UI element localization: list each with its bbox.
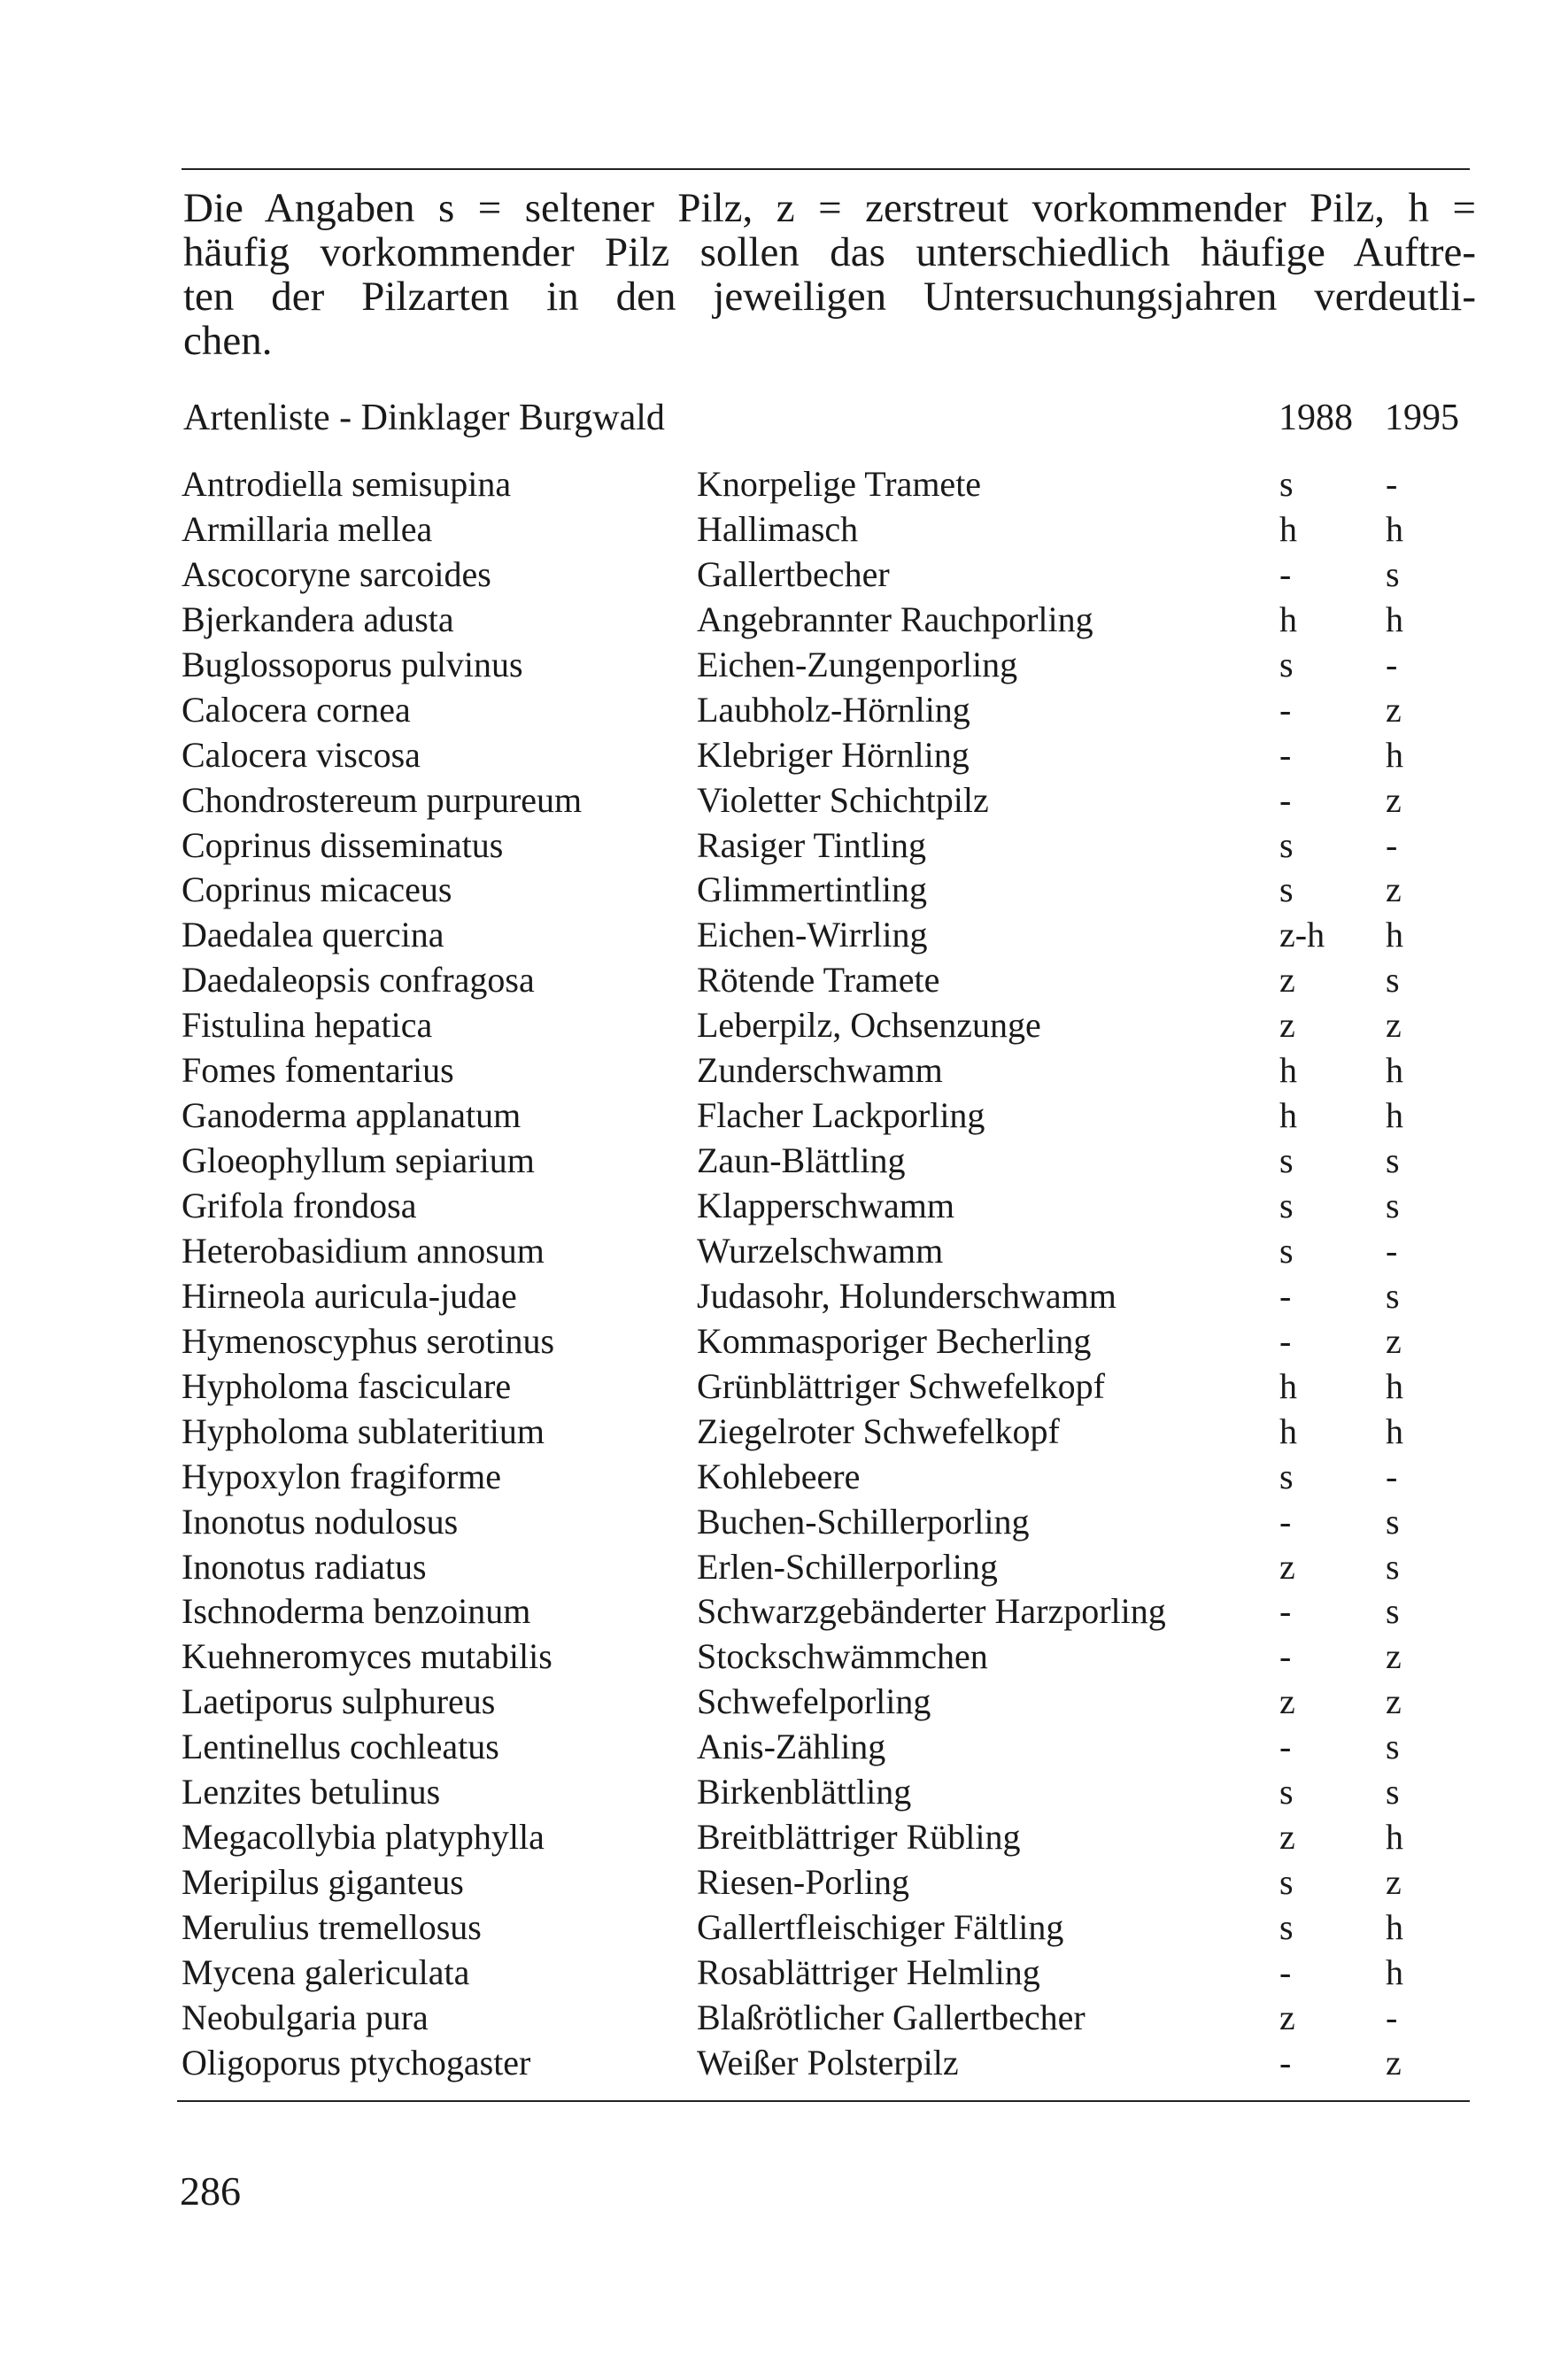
occurrence-1995: s — [1386, 1186, 1400, 1225]
occurrence-1995: z — [1386, 1681, 1402, 1722]
table-row — [182, 688, 1474, 733]
page-number: 286 — [180, 2168, 241, 2214]
german-name: Judasohr, Holunderschwamm — [697, 1275, 1116, 1316]
latin-name: Inonotus radiatus — [182, 1546, 427, 1587]
german-name: Klapperschwamm — [697, 1186, 955, 1225]
occurrence-1988: s — [1279, 1186, 1294, 1225]
occurrence-1988: h — [1279, 1050, 1297, 1091]
table-row — [182, 733, 1474, 778]
occurrence-1995: z — [1386, 1862, 1402, 1903]
german-name: Angebrannter Rauchporling — [697, 599, 1093, 639]
latin-name: Armillaria mellea — [182, 508, 433, 549]
german-name: Wurzelschwamm — [697, 1230, 944, 1271]
occurrence-1995: h — [1386, 1365, 1403, 1406]
german-name: Ziegelroter Schwefelkopf — [697, 1410, 1060, 1451]
table-row — [182, 1003, 1474, 1048]
latin-name: Merulius tremellosus — [182, 1907, 482, 1947]
table-row — [182, 1634, 1474, 1680]
intro-paragraph — [183, 186, 1476, 363]
table-row — [182, 1589, 1474, 1634]
occurrence-1988: - — [1279, 1636, 1292, 1677]
latin-name: Ascocoryne sarcoides — [182, 553, 491, 594]
occurrence-1995: s — [1386, 960, 1400, 1001]
occurrence-1995: s — [1386, 1275, 1400, 1316]
occurrence-1988: s — [1279, 1230, 1294, 1271]
table-row — [182, 1815, 1474, 1860]
occurrence-1988: s — [1279, 464, 1294, 504]
occurrence-1995: - — [1386, 644, 1398, 684]
intro-line: ten der Pilzarten in den jeweiligen Untersuchungsjahren verdeutli- — [183, 274, 1476, 320]
latin-name: Inonotus nodulosus — [182, 1501, 459, 1542]
occurrence-1988: s — [1279, 824, 1294, 865]
occurrence-1988: - — [1279, 1727, 1292, 1767]
occurrence-1995: h — [1386, 734, 1403, 775]
top-rule — [182, 168, 1470, 170]
german-name: Riesen-Porling — [697, 1862, 909, 1903]
table-row — [182, 1364, 1474, 1410]
table-row — [182, 1319, 1474, 1364]
occurrence-1995: h — [1386, 1410, 1403, 1451]
occurrence-1988: - — [1279, 689, 1292, 730]
latin-name: Gloeophyllum sepiarium — [182, 1140, 535, 1181]
occurrence-1995: z — [1386, 779, 1402, 820]
occurrence-1995: z — [1386, 1320, 1402, 1361]
intro-line: häufig vorkommender Pilz sollen das unterschiedlich häufige Auftre- — [183, 229, 1476, 275]
occurrence-1995: - — [1386, 1997, 1398, 2037]
latin-name: Calocera cornea — [182, 689, 411, 730]
occurrence-1988: z — [1279, 960, 1295, 1001]
table-row — [182, 1093, 1474, 1139]
occurrence-1988: - — [1279, 1591, 1292, 1632]
occurrence-1995: h — [1386, 1907, 1403, 1947]
german-name: Schwarzgebänderter Harzporling — [697, 1591, 1166, 1632]
german-name: Grünblättriger Schwefelkopf — [697, 1365, 1105, 1406]
german-name: Erlen-Schillerporling — [697, 1546, 998, 1587]
latin-name: Hypholoma fasciculare — [182, 1365, 512, 1406]
occurrence-1995: s — [1386, 1591, 1400, 1632]
latin-name: Mycena galericulata — [182, 1951, 470, 1992]
occurrence-1995: - — [1386, 824, 1398, 865]
german-name: Gallertfleischiger Fältling — [697, 1907, 1064, 1947]
occurrence-1988: - — [1279, 1501, 1292, 1542]
table-row — [182, 1500, 1474, 1545]
german-name: Flacher Lackporling — [697, 1095, 985, 1136]
german-name: Schwefelporling — [697, 1681, 931, 1722]
occurrence-1988: - — [1279, 734, 1292, 775]
latin-name: Hirneola auricula-judae — [182, 1275, 517, 1316]
german-name: Anis-Zähling — [697, 1727, 886, 1767]
table-row — [182, 507, 1474, 552]
occurrence-1995: z — [1386, 2042, 1402, 2082]
table-row — [182, 1725, 1474, 1770]
latin-name: Megacollybia platyphylla — [182, 1817, 545, 1858]
table-row — [182, 643, 1474, 688]
table-row — [182, 913, 1474, 958]
latin-name: Heterobasidium annosum — [182, 1230, 545, 1271]
occurrence-1995: h — [1386, 508, 1403, 549]
latin-name: Laetiporus sulphureus — [182, 1681, 496, 1722]
occurrence-1988: z — [1279, 1546, 1295, 1587]
table-header — [183, 393, 1472, 443]
table-row — [182, 823, 1474, 869]
occurrence-1995: z — [1386, 1005, 1402, 1046]
german-name: Rötende Tramete — [697, 960, 940, 1001]
occurrence-1988: z — [1279, 1681, 1295, 1722]
german-name: Blaßrötlicher Gallertbecher — [697, 1997, 1086, 2037]
occurrence-1995: s — [1386, 1501, 1400, 1542]
occurrence-1995: s — [1386, 1140, 1400, 1181]
german-name: Glimmertintling — [697, 869, 927, 910]
occurrence-1988: z — [1279, 1005, 1295, 1046]
occurrence-1995: - — [1386, 464, 1398, 504]
table-row — [182, 1545, 1474, 1590]
german-name: Leberpilz, Ochsenzunge — [697, 1005, 1041, 1046]
occurrence-1995: z — [1386, 1636, 1402, 1677]
german-name: Zunderschwamm — [697, 1050, 943, 1091]
german-name: Zaun-Blättling — [697, 1140, 906, 1181]
latin-name: Bjerkandera adusta — [182, 599, 454, 639]
german-name: Birkenblättling — [697, 1772, 912, 1812]
column-header-1988: 1988 — [1279, 398, 1353, 438]
occurrence-1988: - — [1279, 553, 1292, 594]
latin-name: Meripilus giganteus — [182, 1862, 464, 1903]
german-name: Hallimasch — [697, 508, 859, 549]
occurrence-1995: z — [1386, 689, 1402, 730]
occurrence-1988: s — [1279, 869, 1294, 910]
occurrence-1988: s — [1279, 1862, 1294, 1903]
table-row — [182, 1229, 1474, 1274]
latin-name: Coprinus micaceus — [182, 869, 452, 910]
german-name: Weißer Polsterpilz — [697, 2042, 959, 2082]
table-row — [182, 958, 1474, 1003]
intro-line: Die Angaben s = seltener Pilz, z = zerstreut vorkommender Pilz, h = — [183, 185, 1476, 231]
german-name: Breitblättriger Rübling — [697, 1817, 1021, 1858]
german-name: Eichen-Zungenporling — [697, 644, 1018, 684]
latin-name: Lentinellus cochleatus — [182, 1727, 499, 1767]
occurrence-1988: - — [1279, 1275, 1292, 1316]
occurrence-1995: h — [1386, 599, 1403, 639]
occurrence-1988: - — [1279, 2042, 1292, 2082]
occurrence-1995: - — [1386, 1230, 1398, 1271]
german-name: Rosablättriger Helmling — [697, 1951, 1040, 1992]
latin-name: Hypoxylon fragiforme — [182, 1456, 502, 1496]
german-name: Stockschwämmchen — [697, 1636, 988, 1677]
occurrence-1988: s — [1279, 1140, 1294, 1181]
table-row — [182, 462, 1474, 507]
table-row — [182, 1951, 1474, 1996]
german-name: Knorpelige Tramete — [697, 464, 982, 504]
occurrence-1988: - — [1279, 1951, 1292, 1992]
column-header-1995: 1995 — [1385, 398, 1459, 438]
table-row — [182, 778, 1474, 823]
latin-name: Grifola frondosa — [182, 1186, 417, 1225]
table-row — [182, 598, 1474, 643]
species-table — [182, 462, 1474, 2086]
latin-name: Hymenoscyphus serotinus — [182, 1320, 555, 1361]
occurrence-1988: - — [1279, 1320, 1292, 1361]
latin-name: Neobulgaria pura — [182, 1997, 429, 2037]
table-title: Artenliste - Dinklager Burgwald — [183, 398, 665, 438]
german-name: Violetter Schichtpilz — [697, 779, 989, 820]
occurrence-1988: - — [1279, 779, 1292, 820]
occurrence-1988: h — [1279, 599, 1297, 639]
german-name: Eichen-Wirrling — [697, 915, 928, 955]
occurrence-1988: s — [1279, 1907, 1294, 1947]
occurrence-1988: s — [1279, 1772, 1294, 1812]
latin-name: Fomes fomentarius — [182, 1050, 454, 1091]
occurrence-1995: h — [1386, 1050, 1403, 1091]
latin-name: Coprinus disseminatus — [182, 824, 504, 865]
table-row — [182, 1680, 1474, 1725]
german-name: Buchen-Schillerporling — [697, 1501, 1030, 1542]
latin-name: Lenzites betulinus — [182, 1772, 441, 1812]
occurrence-1988: z — [1279, 1817, 1295, 1858]
table-row — [182, 1905, 1474, 1951]
table-row — [182, 1274, 1474, 1319]
german-name: Laubholz-Hörnling — [697, 689, 970, 730]
table-row — [182, 1996, 1474, 2041]
latin-name: Oligoporus ptychogaster — [182, 2042, 531, 2082]
occurrence-1988: h — [1279, 1365, 1297, 1406]
intro-line: chen. — [183, 318, 273, 364]
latin-name: Daedaleopsis confragosa — [182, 960, 535, 1001]
table-row — [182, 552, 1474, 598]
occurrence-1995: s — [1386, 553, 1400, 594]
german-name: Gallertbecher — [697, 553, 890, 594]
occurrence-1995: h — [1386, 1817, 1403, 1858]
table-row — [182, 1139, 1474, 1184]
occurrence-1988: h — [1279, 508, 1297, 549]
latin-name: Hypholoma sublateritium — [182, 1410, 545, 1451]
occurrence-1988: s — [1279, 644, 1294, 684]
latin-name: Calocera viscosa — [182, 734, 421, 775]
occurrence-1988: s — [1279, 1456, 1294, 1496]
latin-name: Antrodiella semisupina — [182, 464, 512, 504]
occurrence-1995: h — [1386, 1951, 1403, 1992]
table-row — [182, 1860, 1474, 1905]
latin-name: Buglossoporus pulvinus — [182, 644, 523, 684]
occurrence-1995: - — [1386, 1456, 1398, 1496]
occurrence-1995: s — [1386, 1772, 1400, 1812]
latin-name: Ischnoderma benzoinum — [182, 1591, 531, 1632]
table-row — [182, 1770, 1474, 1815]
table-row — [182, 1184, 1474, 1229]
german-name: Kommasporiger Becherling — [697, 1320, 1092, 1361]
table-row — [182, 1410, 1474, 1455]
occurrence-1988: z — [1279, 1997, 1295, 2037]
german-name: Kohlebeere — [697, 1456, 861, 1496]
table-row — [182, 868, 1474, 913]
latin-name: Daedalea quercina — [182, 915, 444, 955]
table-row — [182, 1048, 1474, 1093]
latin-name: Kuehneromyces mutabilis — [182, 1636, 552, 1677]
table-row — [182, 2041, 1474, 2086]
bottom-rule — [177, 2100, 1470, 2102]
occurrence-1995: s — [1386, 1727, 1400, 1767]
latin-name: Ganoderma applanatum — [182, 1095, 522, 1136]
latin-name: Chondrostereum purpureum — [182, 779, 583, 820]
table-row — [182, 1455, 1474, 1500]
occurrence-1995: s — [1386, 1546, 1400, 1587]
latin-name: Fistulina hepatica — [182, 1005, 433, 1046]
german-name: Rasiger Tintling — [697, 824, 926, 865]
occurrence-1995: z — [1386, 869, 1402, 910]
german-name: Klebriger Hörnling — [697, 734, 970, 775]
occurrence-1988: h — [1279, 1410, 1297, 1451]
occurrence-1988: h — [1279, 1095, 1297, 1136]
occurrence-1995: h — [1386, 1095, 1403, 1136]
occurrence-1995: h — [1386, 915, 1403, 955]
occurrence-1988: z-h — [1279, 915, 1325, 955]
